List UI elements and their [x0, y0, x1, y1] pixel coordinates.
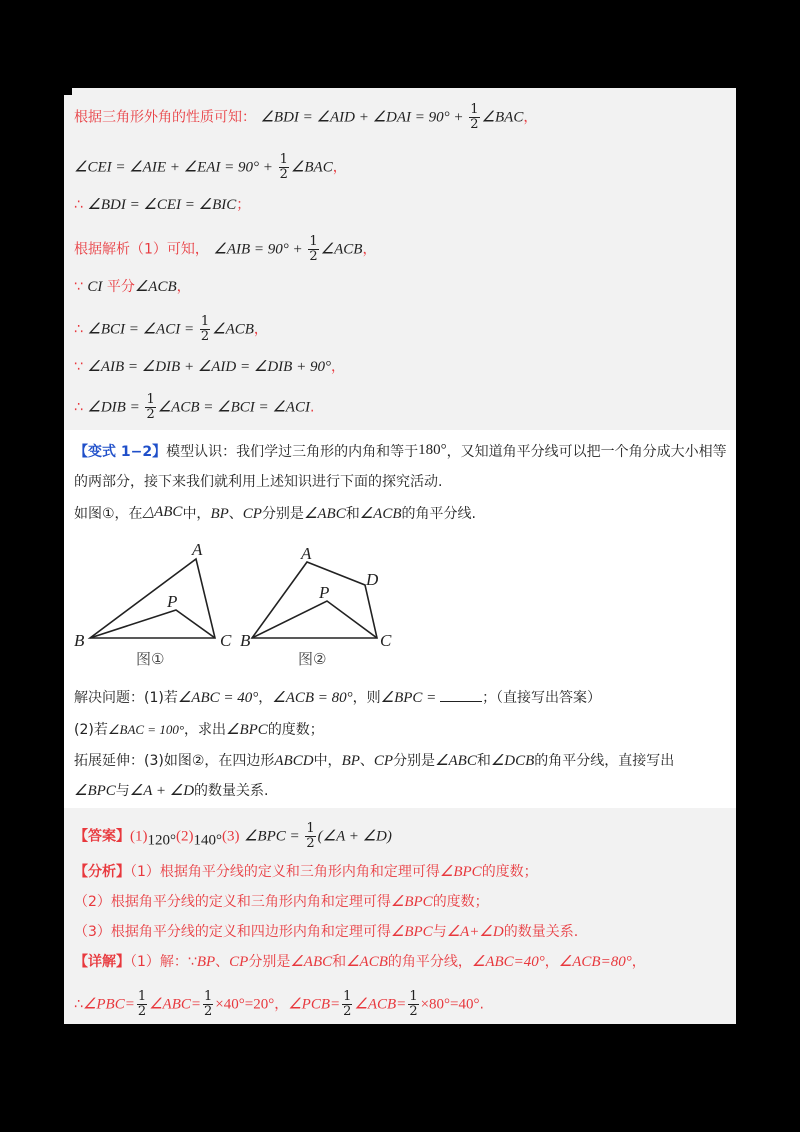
- detail-line-2: ∴∠PBC= $\frac{1}{2}$ ∠ABC= $\frac{1}{2}$ ×40°=20°，∠PCB= $\frac{1}{2}$ ∠ACB= $\frac{1}{2}$ ×80°=40°.: [74, 989, 484, 1019]
- figure-1: [90, 559, 215, 638]
- therefore-symbol: ∴: [74, 321, 83, 338]
- solution-continuation: [64, 95, 736, 430]
- question-1: 解决问题：(1)若∠ABC = 40°，∠ACB = 80°，则∠BPC = ；（直接写出答案）: [74, 690, 602, 706]
- fraction-half: $\frac{1}{2}$: [409, 989, 418, 1019]
- analysis-tag: 【分析】: [74, 864, 130, 880]
- analysis-line-3: （3）根据角平分线的定义和四边形内角和定理可得∠BPC与∠A+∠D的数量关系.: [74, 924, 579, 940]
- question-section: [64, 430, 736, 808]
- fraction-half: $\frac{1}{2}$: [279, 152, 288, 182]
- fig2-label-p: P: [319, 583, 330, 602]
- fig1-label-a: A: [192, 540, 203, 559]
- fig2-label-c: C: [380, 631, 392, 650]
- because-symbol: ∵: [74, 279, 83, 295]
- solution-line-4: 根据解析（1）可知， ∠AIB = 90° + $\frac{1}{2}$ ∠ACB，: [74, 234, 377, 264]
- fig1-label-b: B: [74, 631, 85, 650]
- fig2-caption: 图②: [298, 650, 327, 668]
- fig1-label-p: P: [167, 592, 178, 611]
- solution-line-3: ∴ ∠BDI = ∠CEI = ∠BIC；: [74, 197, 251, 213]
- fig2-label-d: D: [366, 570, 379, 589]
- fraction-half: $\frac{1}{2}$: [200, 314, 210, 344]
- fraction-half: $\frac{1}{2}$: [470, 102, 479, 132]
- question-3-line-1: 拓展延伸：(3)如图②，在四边形ABCD中，BP、CP分别是∠ABC和∠DCB的角平分线，直接写出: [74, 753, 675, 769]
- detail-line-1: 【详解】（1）解：∵BP、CP分别是∠ABC和∠ACB的角平分线，∠ABC=40°，∠ACB=80°，: [74, 954, 646, 970]
- solution-line-2: ∠CEI = ∠AIE + ∠EAI = 90° + $\frac{1}{2}$ ∠BAC，: [74, 152, 347, 182]
- therefore-symbol: ∴: [74, 197, 83, 213]
- solution-line-8: ∴ ∠DIB = $\frac{1}{2}$ ∠ACB = ∠BCI = ∠ACI.: [74, 392, 315, 422]
- solution-line-6: ∴ ∠BCI = ∠ACI = $\frac{1}{2}$ ∠ACB，: [74, 314, 268, 344]
- question-3-line-2: ∠BPC与∠A + ∠D的数量关系.: [74, 783, 269, 799]
- fraction-half: $\frac{1}{2}$: [204, 989, 213, 1019]
- answer-tag: 【答案】: [74, 828, 130, 845]
- analysis-line-1: 【分析】（1）根据角平分线的定义和三角形内角和定理可得∠BPC的度数；: [74, 864, 538, 880]
- fraction-half: $\frac{1}{2}$: [146, 392, 155, 422]
- because-symbol: ∵: [74, 359, 83, 375]
- fraction-half: $\frac{1}{2}$: [343, 989, 352, 1019]
- therefore-symbol: ∴: [74, 399, 83, 416]
- question-figure-line: 如图①，在△ABC中，BP、CP分别是∠ABC和∠ACB的角平分线.: [74, 504, 476, 522]
- question-intro-line-1: 【变式 1−2】模型认识：我们学过三角形的内角和等于180°，又知道角平分线可以把一个角分成大小相等: [74, 442, 727, 460]
- variant-tag: 【变式 1−2】: [74, 444, 167, 460]
- solution-line-5: ∵ CI 平分∠ACB，: [74, 279, 191, 295]
- answer-line: 【答案】(1)120°(2)140°(3) ∠BPC = $\frac{1}{2}$ (∠A + ∠D): [74, 821, 392, 851]
- fraction-half: $\frac{1}{2}$: [309, 234, 318, 264]
- fig1-caption: 图①: [136, 650, 165, 668]
- detail-tag: 【详解】: [74, 954, 130, 970]
- fig2-label-a: A: [301, 544, 312, 563]
- analysis-line-2: （2）根据角平分线的定义和三角形内角和定理可得∠BPC的度数；: [74, 894, 489, 910]
- solution-line-1: 根据三角形外角的性质可知： ∠BDI = ∠AID + ∠DAI = 90° + $\frac{1}{2}$ ∠BAC，: [74, 102, 538, 132]
- fraction-half: $\frac{1}{2}$: [306, 821, 315, 851]
- answer-section: [64, 808, 736, 1024]
- figure-2: [252, 562, 377, 638]
- fig2-label-b: B: [240, 631, 251, 650]
- fig1-label-c: C: [220, 631, 232, 650]
- answer-blank: [440, 689, 482, 702]
- question-2: (2)若∠BAC = 100°，求出∠BPC的度数；: [74, 722, 324, 738]
- fraction-half: $\frac{1}{2}$: [137, 989, 147, 1019]
- question-intro-line-2: 的两部分，接下来我们就利用上述知识进行下面的探究活动.: [74, 474, 443, 490]
- solution-line-7: ∵ ∠AIB = ∠DIB + ∠AID = ∠DIB + 90°，: [74, 359, 345, 375]
